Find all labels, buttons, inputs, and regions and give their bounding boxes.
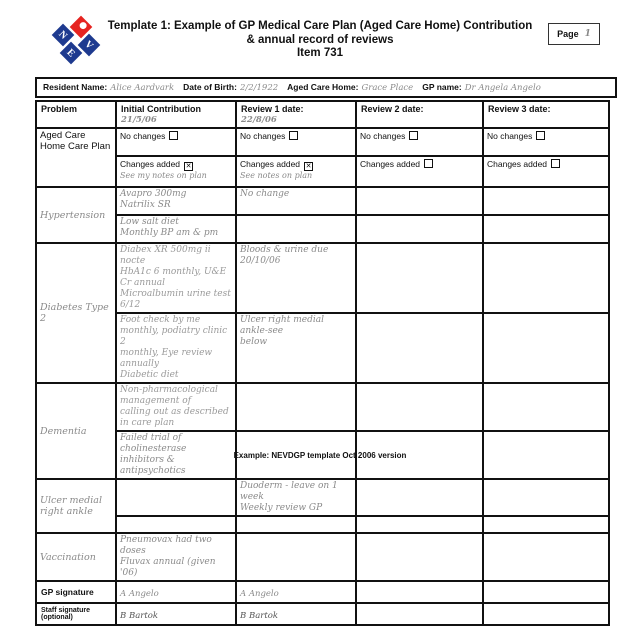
care-plan-table-wrap xyxy=(35,100,610,626)
column-header-date: 22/8/06 xyxy=(241,115,277,125)
table-row xyxy=(36,128,609,156)
handwritten-entry: Ulcer right medial ankle-see xyxy=(240,315,324,336)
table-row xyxy=(36,383,609,431)
entry-cell xyxy=(483,479,609,516)
checkbox-checked-icon: ✕ xyxy=(305,162,312,170)
handwritten-entry: Pneumovax had two doses xyxy=(120,535,212,556)
table-row xyxy=(36,516,609,533)
entry-cell xyxy=(356,128,483,156)
entry-cell xyxy=(356,215,483,243)
entry-cell xyxy=(483,128,609,156)
table-header-row xyxy=(36,101,609,128)
handwritten-note: See notes on plan xyxy=(240,171,313,180)
aged-care-home-label: Aged Care Home: xyxy=(287,82,359,92)
entry-cell xyxy=(116,128,236,156)
entry-cell xyxy=(356,243,483,313)
table-row xyxy=(36,313,609,383)
entry-cell xyxy=(483,313,609,383)
entry-cell xyxy=(236,479,356,516)
table-row xyxy=(36,156,609,187)
entry-cell xyxy=(483,516,609,533)
entry-cell xyxy=(236,187,356,215)
problem-cell: Diabetes Type 2 xyxy=(36,243,116,383)
handwritten-entry: Avapro 300mg xyxy=(120,189,187,199)
problem-cell: Dementia xyxy=(36,383,116,479)
resident-info-bar xyxy=(35,77,617,98)
logo-letter-v: V xyxy=(78,34,101,57)
signature-cell xyxy=(356,581,483,603)
checkbox-empty-icon xyxy=(536,131,545,140)
entry-cell xyxy=(236,128,356,156)
entry-cell xyxy=(356,533,483,581)
handwritten-entry: Bloods & urine due 20/10/06 xyxy=(240,245,329,266)
page-label: Page xyxy=(557,29,579,39)
handwritten-entry: monthly, Eye review annually xyxy=(120,348,213,369)
handwritten-entry: Natrilix SR xyxy=(120,200,171,210)
entry-cell xyxy=(483,187,609,215)
entry-cell xyxy=(236,156,356,187)
handwritten-entry: Microalbumin urine test 6/12 xyxy=(120,289,231,310)
date-of-birth-value: 2/2/1922 xyxy=(239,83,279,93)
handwritten-entry: Failed trial of cholinesterase xyxy=(120,433,187,454)
signature-cell xyxy=(236,603,356,625)
checkbox-label: Changes added xyxy=(487,159,548,169)
entry-cell xyxy=(483,533,609,581)
entry-cell xyxy=(236,383,356,431)
signature-cell xyxy=(483,603,609,625)
signature-cell xyxy=(356,603,483,625)
signature-row xyxy=(36,603,609,625)
table-row xyxy=(36,215,609,243)
table-row xyxy=(36,187,609,215)
signature-value: B Bartok xyxy=(240,611,279,621)
table-row xyxy=(36,533,609,581)
handwritten-entry: inhibitors & antipsychotics xyxy=(120,455,186,476)
title-line-2: & annual record of reviews xyxy=(246,33,394,46)
checkbox-line xyxy=(487,158,605,170)
signature-value: A Angelo xyxy=(240,589,279,599)
checkbox-empty-icon xyxy=(409,131,418,140)
checkbox-empty-icon xyxy=(289,131,298,140)
handwritten-entry: below xyxy=(240,337,268,347)
document-title xyxy=(95,20,545,61)
entry-cell xyxy=(356,156,483,187)
problem-cell: Hypertension xyxy=(36,187,116,243)
signature-cell xyxy=(116,581,236,603)
problem-cell: Vaccination xyxy=(36,533,116,581)
date-of-birth-field xyxy=(183,82,278,93)
logo-letter-e: E xyxy=(60,42,83,65)
checkbox-label: Changes added xyxy=(120,159,181,169)
column-header xyxy=(236,101,356,128)
handwritten-entry: Monthly BP am & pm xyxy=(120,228,219,238)
checkbox-line xyxy=(360,130,479,142)
handwritten-entry: calling out as described in care plan xyxy=(120,407,229,428)
aged-care-home-value: Grace Place xyxy=(361,83,414,93)
problem-cell: Ulcer medial right ankle xyxy=(36,479,116,533)
column-header-label: Initial Contribution xyxy=(121,104,201,114)
column-header-label: Review 2 date: xyxy=(361,104,424,114)
column-header-date xyxy=(488,115,604,125)
entry-cell xyxy=(236,313,356,383)
gp-name-value: Dr Angela Angelo xyxy=(464,83,541,93)
signature-cell xyxy=(236,581,356,603)
checkbox-line xyxy=(360,158,479,170)
signature-label: GP signature xyxy=(36,581,116,603)
entry-cell xyxy=(236,533,356,581)
entry-cell xyxy=(116,516,236,533)
column-header-label: Review 1 date: xyxy=(241,104,304,114)
entry-cell xyxy=(236,243,356,313)
column-header-label: Problem xyxy=(41,104,78,114)
column-header xyxy=(116,101,236,128)
column-header-date xyxy=(41,115,111,125)
handwritten-entry: Non-pharmacological management of xyxy=(120,385,218,406)
entry-cell xyxy=(116,313,236,383)
entry-cell xyxy=(483,243,609,313)
entry-cell xyxy=(483,156,609,187)
entry-cell xyxy=(356,383,483,431)
signature-cell xyxy=(483,581,609,603)
checkbox-label: No changes xyxy=(487,131,533,141)
entry-cell xyxy=(483,215,609,243)
table-row xyxy=(36,479,609,516)
page-header xyxy=(0,14,640,76)
entry-cell xyxy=(483,383,609,431)
signature-label: Staff signature (optional) xyxy=(36,603,116,625)
aged-care-home-field xyxy=(287,82,413,93)
handwritten-entry: Fluvax annual (given '06) xyxy=(120,557,216,578)
checkbox-empty-icon xyxy=(169,131,178,140)
handwritten-entry: Foot check by me monthly, podiatry clinic 2 xyxy=(120,315,228,347)
checkbox-label: Changes added xyxy=(360,159,421,169)
handwritten-entry: Diabetic diet xyxy=(120,370,179,380)
title-line-1: Template 1: Example of GP Medical Care Plan (Aged Care Home) Contribution xyxy=(107,20,533,32)
checkbox-empty-icon xyxy=(424,159,433,168)
resident-name-label: Resident Name: xyxy=(43,82,108,92)
handwritten-entry: Weekly review GP xyxy=(240,503,323,513)
signature-value: A Angelo xyxy=(120,589,159,599)
gp-name-label: GP name: xyxy=(422,82,462,92)
entry-cell xyxy=(356,187,483,215)
entry-cell xyxy=(116,187,236,215)
column-header-date xyxy=(361,115,478,125)
handwritten-entry: Low salt diet xyxy=(120,217,179,227)
checkbox-label: No changes xyxy=(360,131,406,141)
title-line-3: Item 731 xyxy=(296,47,344,59)
checkbox-label: No changes xyxy=(120,131,166,141)
column-header xyxy=(483,101,609,128)
entry-cell xyxy=(116,215,236,243)
footer-text: Example: NEVDGP template Oct 2006 version xyxy=(233,451,407,460)
checkbox-label: Changes added xyxy=(240,159,301,169)
column-header xyxy=(356,101,483,128)
checkbox-line xyxy=(487,130,605,142)
date-of-birth-label: Date of Birth: xyxy=(183,82,237,92)
entry-cell xyxy=(116,479,236,516)
handwritten-note: See my notes on plan xyxy=(120,171,207,180)
checkbox-line xyxy=(120,130,232,142)
signature-row xyxy=(36,581,609,603)
gp-name-field xyxy=(422,82,541,93)
resident-name-field xyxy=(43,82,174,93)
entry-cell xyxy=(116,383,236,431)
checkbox-line xyxy=(120,158,232,171)
checkbox-checked-icon: ✕ xyxy=(185,162,192,170)
column-header-label: Review 3 date: xyxy=(488,104,551,114)
column-header xyxy=(36,101,116,128)
entry-cell xyxy=(116,533,236,581)
care-plan-table xyxy=(35,100,610,626)
handwritten-entry: No change xyxy=(240,189,290,199)
handwritten-entry: HbA1c 6 monthly, U&E Cr annual xyxy=(120,267,227,288)
checkbox-line xyxy=(240,158,352,171)
resident-name-value: Alice Aardvark xyxy=(110,83,175,93)
page-number-box xyxy=(548,23,600,45)
page-number-value: 1 xyxy=(584,29,591,39)
entry-cell xyxy=(236,215,356,243)
handwritten-entry: Diabex XR 500mg ii nocte xyxy=(120,245,211,266)
checkbox-empty-icon xyxy=(551,159,560,168)
entry-cell xyxy=(236,516,356,533)
handwritten-entry: Duoderm - leave on 1 week xyxy=(240,481,338,502)
entry-cell xyxy=(356,516,483,533)
signature-value: B Bartok xyxy=(120,611,159,621)
problem-cell: Aged Care Home Care Plan xyxy=(36,128,116,187)
entry-cell xyxy=(116,156,236,187)
entry-cell xyxy=(356,479,483,516)
entry-cell xyxy=(116,243,236,313)
table-row xyxy=(36,243,609,313)
checkbox-label: No changes xyxy=(240,131,286,141)
column-header-date: 21/5/06 xyxy=(121,115,157,125)
entry-cell xyxy=(356,313,483,383)
checkbox-line xyxy=(240,130,352,142)
signature-cell xyxy=(116,603,236,625)
logo-letter-n: N xyxy=(52,24,75,47)
